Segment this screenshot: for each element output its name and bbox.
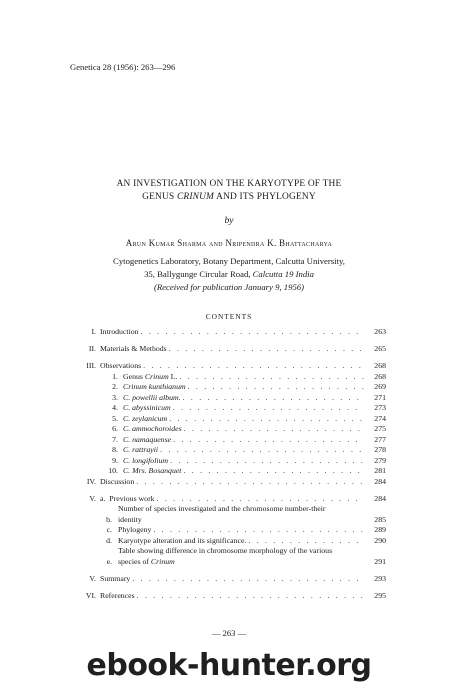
dot-leader [160,445,364,456]
toc-subentry-title [123,372,177,383]
toc-entry-title: Summary [100,573,131,583]
dot-leader [179,372,364,383]
toc-entry-title: Materials & Methods [100,344,167,353]
toc-entry-number: V. [89,573,96,583]
dot-leader [169,344,364,355]
toc-subentry-number: 8. [112,445,118,454]
toc-entry-page: 268 [374,361,386,370]
toc-subentry [74,504,386,525]
toc-subentry-number: e. [106,556,112,566]
toc-entry [74,344,386,355]
table-of-contents [74,327,386,601]
title-line-1: AN INVESTIGATION ON THE KARYOTYPE OF THE [116,179,342,189]
toc-entry [74,361,386,372]
dot-leader [248,536,364,547]
toc-subentry [74,466,386,477]
dot-leader [153,525,364,536]
toc-entry-page: 269 [374,382,386,391]
toc-entry-title: a. Previous work [100,493,155,503]
toc-entry-title: Introduction [100,327,139,336]
dot-leader [173,435,364,446]
dot-leader [173,403,364,414]
dot-leader [188,382,364,393]
title-text: AND ITS PHYLOGENY [214,192,316,202]
toc-entry-page: 289 [374,525,386,534]
subentry-species: C. abyssinicum [123,403,171,412]
toc-subentry-number: 7. [112,434,118,444]
toc-subentry-title [123,382,186,393]
toc-subentry-title [123,466,181,477]
toc-entry-page: 291 [374,556,386,566]
toc-subentry-title: Phylogeny [118,525,152,534]
subentry-text: Genus [123,371,145,381]
title-genus: CRINUM [176,192,215,202]
dot-leader [183,393,364,404]
toc-entry-number: II. [88,344,96,353]
affiliation-address: 35, Ballygunge Circular Road, [144,268,253,279]
affiliation-city: Calcutta 19 India [252,268,314,279]
toc-entry [74,327,386,338]
toc-entry-page: 271 [374,392,386,402]
toc-entry-number: VI. [85,590,96,600]
toc-subentry [74,393,386,404]
toc-entry-page: 284 [374,476,386,486]
toc-subentry [74,372,386,383]
toc-subentry [74,435,386,446]
dot-leader [183,466,364,477]
dot-leader [137,591,364,602]
subentry-species: C. zeylanicum [123,413,168,423]
toc-subentry-title: Karyotype alteration and its significance. [118,535,247,545]
toc-entry-page: 278 [374,445,386,454]
toc-entry-page: 290 [374,535,386,545]
subentry-species: C. rattrayii [123,445,159,454]
toc-subentry [74,525,386,536]
toc-subentry-title: Number of species investigated and the chromosome number-their identity [118,504,326,524]
dot-leader [141,327,364,338]
toc-entry-page: 275 [374,424,386,433]
received-date: (Received for publication January 9, 1956) [153,282,305,292]
toc-subentry-number: 10. [108,466,118,475]
article-title [40,178,418,204]
toc-subentry [74,403,386,414]
toc-subentry [74,536,386,547]
toc-subentry-number: 1. [112,371,118,381]
toc-subentry-number: 2. [112,382,118,391]
toc-entry-page: 281 [374,466,386,475]
journal-citation: Genetica 28 (1956): 263—296 [70,62,176,72]
affiliation-line-2 [40,268,418,281]
toc-subentry [74,456,386,467]
toc-subentry-title [123,414,167,425]
toc-subentry-number: 4. [112,403,118,412]
toc-entry-page: 265 [374,344,386,353]
toc-subentry [74,414,386,425]
toc-subentry-number: c. [106,525,112,534]
toc-subentry-title [123,456,168,467]
toc-subentry-number: b. [106,514,112,524]
toc-subentry-number: 5. [112,413,118,423]
toc-entry-page: 285 [374,514,386,524]
subentry-species: C. namaquense [123,434,172,444]
toc-entry-page: 263 [374,327,386,336]
dot-leader [136,477,364,488]
subentry-species: Crinum kunthianum [123,382,186,391]
toc-entry [74,574,386,585]
toc-subentry [74,445,386,456]
watermark: ebook-hunter.org [86,648,372,683]
toc-subentry-title [123,435,171,446]
subentry-species: C. ammochoroides [123,424,182,433]
toc-entry-page: 279 [374,455,386,465]
toc-entry-page: 274 [374,413,386,423]
toc-subentry-number: 3. [112,392,118,402]
toc-entry-page: 268 [374,371,386,381]
subentry-species: C. longifolium [123,455,169,465]
by-line: by [224,215,234,226]
affiliation [40,255,418,280]
dot-leader [143,361,364,372]
affiliation-line-1: Cytogenetics Laboratory, Botany Department, Calcutta University, [113,256,345,266]
toc-subentry-title [123,403,171,414]
toc-subentry-number: d. [106,535,112,545]
dot-leader [170,456,364,467]
toc-subentry-title [123,393,181,404]
toc-subentry [74,424,386,435]
toc-entry-number: IV. [86,476,96,486]
dot-leader [169,414,364,425]
title-text: GENUS [142,192,177,202]
title-line-2 [40,191,418,204]
subentry-species: Crinum [144,371,169,381]
toc-subentry-number: 6. [112,424,118,433]
toc-entry-page: 295 [374,590,386,600]
toc-entry-page: 273 [374,403,386,412]
subentry-text: . [178,392,181,402]
toc-entry-page: 277 [374,434,386,444]
subentry-species: C. Mrs. Bosanquet [123,466,182,475]
toc-entry-title: Discussion [100,476,135,486]
dot-leader [157,494,364,505]
subentry-text: L. [168,371,178,381]
toc-entry-page: 293 [374,573,386,583]
toc-entry [74,494,386,505]
toc-subentry [74,546,386,567]
toc-subentry-title [123,445,158,456]
toc-subentry [74,382,386,393]
toc-entry-number: I. [91,327,96,336]
toc-subentry-title [118,546,366,567]
contents-heading: CONTENTS [205,312,253,321]
toc-entry-title: References [100,590,135,600]
dot-leader [132,574,364,585]
toc-entry-title: Observations [100,361,142,370]
toc-subentry-title [123,424,182,435]
toc-entry-number: III. [86,361,96,370]
toc-entry-number: V. [89,493,96,503]
authors: Arun Kumar Sharma and Nripendra K. Bhattacharya [125,238,333,248]
dot-leader [184,424,364,435]
toc-entry-page: 284 [374,493,386,503]
subentry-text: Table showing difference in chromosome morphology of the various species of [118,546,333,566]
toc-entry [74,591,386,602]
toc-subentry-number: 9. [112,455,118,465]
subentry-genus: Crinum [150,556,175,566]
page-number: — 263 — [211,628,247,638]
toc-entry [74,477,386,488]
subentry-species: C. powellii album [123,392,179,402]
